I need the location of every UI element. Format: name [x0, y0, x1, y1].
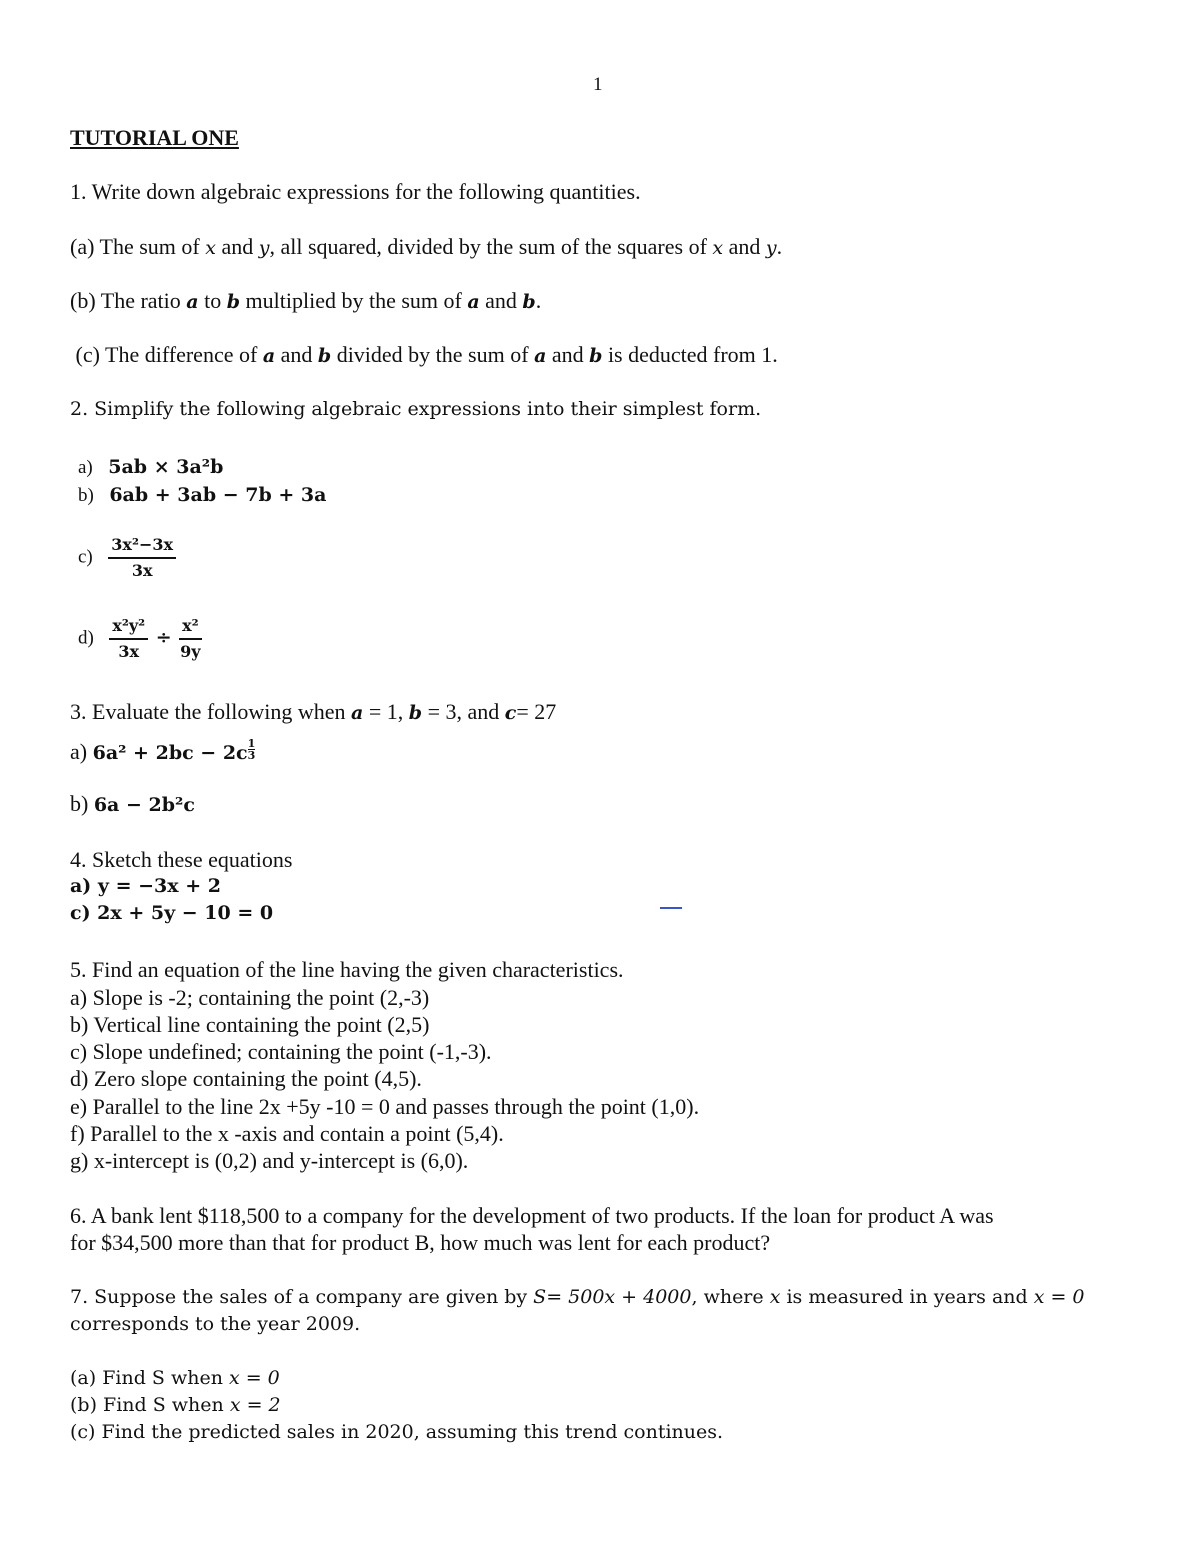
q5-item: e) Parallel to the line 2x +5y -10 = 0 and passes through the point (1,0).: [70, 1094, 700, 1119]
q6-line-1: 6. A bank lent $118,500 to a company for the development of two products. If the loan for product A was: [70, 1203, 994, 1228]
q4-item-a: a) y = −3x + 2: [70, 875, 221, 897]
q7-line-2: corresponds to the year 2009.: [70, 1313, 361, 1335]
fraction: $\frac{\text{x²y²}}{3x}$: [109, 617, 148, 660]
q5-item: b) Vertical line containing the point (2,5): [70, 1012, 430, 1037]
q2-item-b: b) 6ab + 3ab − 7b + 3a: [78, 484, 327, 506]
fraction: $\frac{\text{x²}}{9y}$: [180, 616, 201, 661]
q5-item: d) Zero slope containing the point (4,5).: [70, 1066, 422, 1091]
q5-item: c) Slope undefined; containing the point (-1,-3).: [70, 1039, 492, 1064]
q1-heading: 1. Write down algebraic expressions for the following quantities.: [70, 179, 641, 204]
q2-item-a: a) 5ab × 3a²b: [78, 456, 224, 478]
page-number: 1: [593, 74, 603, 95]
q4-heading: 4. Sketch these equations: [70, 847, 293, 872]
q5-heading: 5. Find an equation of the line having the given characteristics.: [70, 957, 624, 982]
q2-heading: 2. Simplify the following algebraic expressions into their simplest form.: [70, 398, 762, 420]
q5-item: a) Slope is -2; containing the point (2,-3): [70, 985, 430, 1010]
q1-item-a: (a) The sum of x and y, all squared, divided by the sum of the squares of x and y.: [70, 234, 783, 259]
q3-heading: 3. Evaluate the following when a = 1, b = 3, and c= 27: [70, 699, 557, 724]
stray-dash-mark: [660, 907, 682, 909]
q1-item-c: (c) The difference of a and b divided by the sum of a and b is deducted from 1.: [70, 342, 778, 367]
q5-item: f) Parallel to the x -axis and contain a point (5,4).: [70, 1121, 504, 1146]
q7-line-1: 7. Suppose the sales of a company are given by S= 500x + 4000, where x is measured in years and x = 0: [70, 1286, 1085, 1308]
fraction: $\frac{\text{3x²−3x}}{3x}$: [108, 536, 176, 579]
page-title: TUTORIAL ONE: [70, 125, 239, 150]
q2-item-c: c) $\frac{\text{3x²−3x}}{3x}$: [78, 536, 178, 579]
q7-item-c: (c) Find the predicted sales in 2020, assuming this trend continues.: [70, 1421, 724, 1443]
q7-item-b: (b) Find S when x = 2: [70, 1394, 281, 1416]
q5-item: g) x-intercept is (0,2) and y-intercept is (6,0).: [70, 1148, 469, 1173]
q1-item-b: (b) The ratio a to b multiplied by the sum of a and b.: [70, 288, 542, 313]
q7-item-a: (a) Find S when x = 0: [70, 1367, 280, 1389]
q6-line-2: for $34,500 more than that for product B, how much was lent for each product?: [70, 1230, 771, 1255]
q3-item-a: a) 6a² + 2bc − 2c $\frac{1}{3}$: [70, 737, 256, 764]
exponent-fraction: $\frac{1}{3}$: [247, 737, 256, 762]
q2-item-d: d) $\frac{\text{x²y²}}{3x}$ ÷ $\frac{\text{x²}}{9y}$: [78, 616, 201, 661]
q4-item-c: c) 2x + 5y − 10 = 0: [70, 902, 274, 924]
q3-item-b: b) 6a − 2b²c: [70, 791, 195, 816]
